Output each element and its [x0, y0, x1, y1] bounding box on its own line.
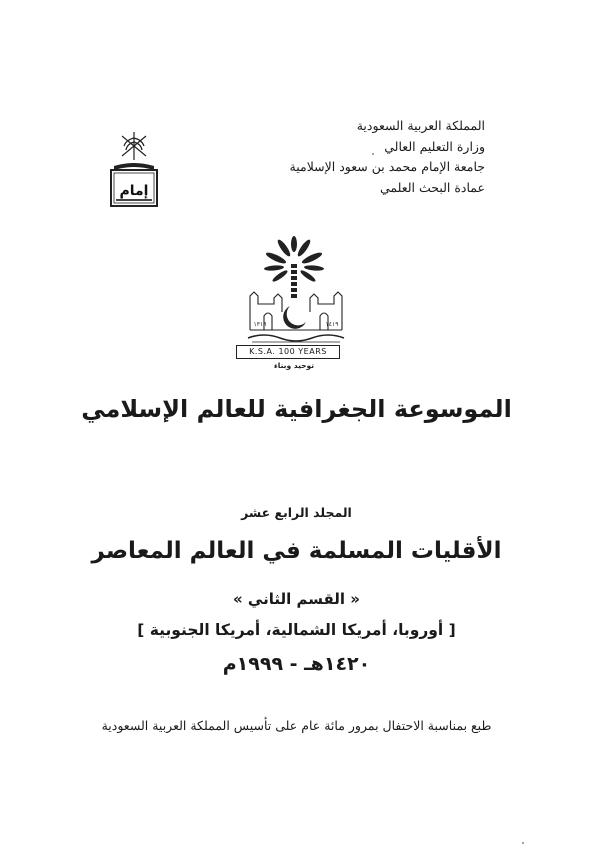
- volume-number: المجلد الرابع عشر: [241, 505, 352, 520]
- university-logo-text: إمام: [119, 183, 149, 199]
- header-line-university: جامعة الإمام محمد بن سعود الإسلامية: [289, 159, 485, 174]
- header-line-ministry: وزارة التعليم العالي: [384, 138, 485, 154]
- regions-covered: [ أوروبا، أمريكا الشمالية، أمريكا الجنوبية ]: [137, 621, 456, 639]
- header-line-kingdom: المملكة العربية السعودية: [356, 118, 485, 133]
- scan-speck: [522, 842, 524, 844]
- volume-subtitle: الأقليات المسلمة في العالم المعاصر: [91, 538, 502, 564]
- emblem-year-right: ١٤١٩: [325, 321, 339, 328]
- centennial-note: طبع بمناسبة الاحتفال بمرور مائة عام على تأسيس المملكة العربية السعودية: [101, 718, 492, 733]
- emblem-year-left: ١٣١٩: [253, 321, 267, 328]
- publication-date: ١٤٢٠هـ - ١٩٩٩م: [222, 653, 371, 675]
- emblem-motto: توحيد وبناء: [273, 361, 315, 370]
- ministry-header: [235, 116, 485, 198]
- encyclopedia-title: الموسوعة الجغرافية للعالم الإسلامي: [81, 395, 512, 423]
- scan-speck: [372, 153, 374, 155]
- imam-university-logo-icon: [108, 130, 160, 210]
- header-line-deanship: عمادة البحث العلمي: [379, 179, 485, 195]
- part-label: « القسم الثاني »: [233, 590, 360, 608]
- emblem-centennial-band: K.S.A. 100 YEARS: [236, 345, 340, 359]
